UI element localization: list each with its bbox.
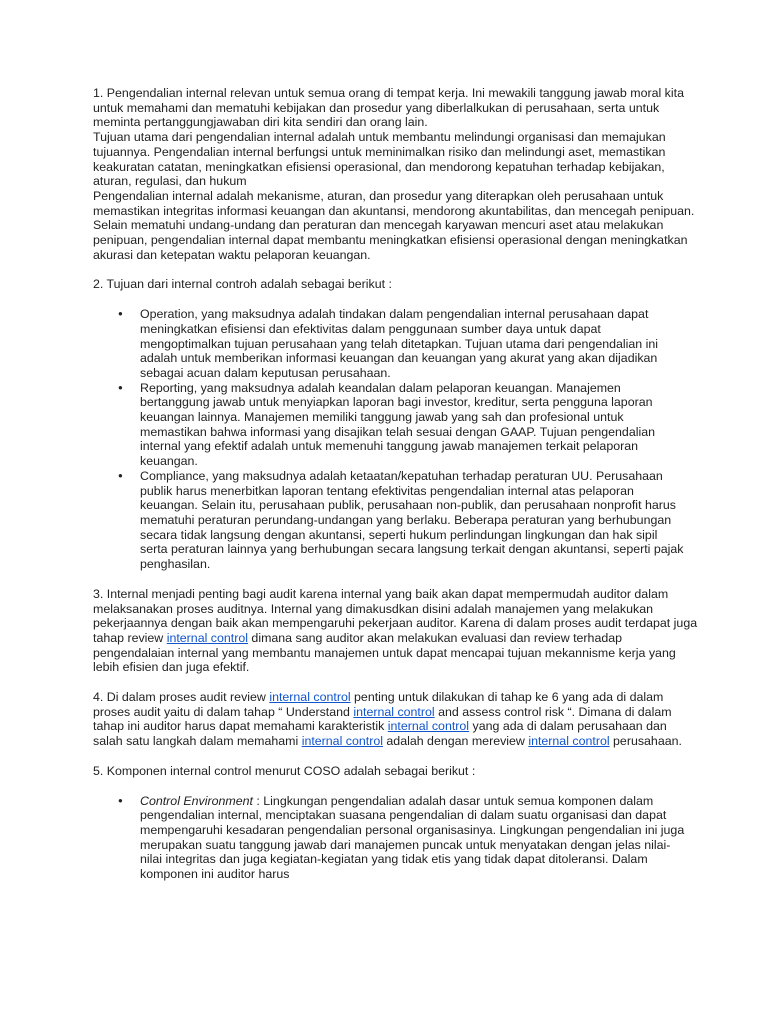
list-item-operation: ● Operation, yang maksudnya adalah tindakan dalam pengendalian internal perusahaan dapat meningkatkan efisiensi dan efektivitas dalam penggunaan sumber daya untuk dapat mengoptimalkan tujuan perusahaan yang telah ditetapkan. Tujuan utama dari pengendalian ini adalah untuk memberikan informasi keuangan dan keuangan yang akurat yang akan dijadikan sebagai acuan dalam keputusan perusahaan. [140, 307, 698, 381]
spacer [93, 262, 698, 277]
spacer [93, 779, 698, 794]
paragraph-4-text-5: adalah dengan mereview [382, 734, 529, 749]
coso-components-list [93, 794, 698, 882]
list-item-control-environment [140, 794, 698, 882]
spacer [93, 749, 698, 764]
paragraph-1-2: Tujuan utama dari pengendalian internal adalah untuk membantu melindungi organisasi dan memajukan tujuannya. Pengendalian internal berfungsi untuk meminimalkan risiko dan melindungi aset, memastikan keakuratan catatan, meningkatkan efisiensi operasional, dan mendorong kepatuhan terhadap kebijakan, aturan, regulasi, dan hukum [93, 130, 666, 189]
section-5-heading: 5. Komponen internal control menurut COSO adalah sebagai berikut : [93, 763, 476, 778]
section-2-heading: 2. Tujuan dari internal controh adalah sebagai berikut : [93, 277, 392, 292]
paragraph-1-3: Pengendalian internal adalah mekanisme, aturan, dan prosedur yang diterapkan oleh perusahaan untuk memastikan integritas informasi keuangan dan akuntansi, mendorong akuntabilitas, dan mencegah penipuan. Selain mematuhi undang-undang dan peraturan dan mencegah karyawan mencuri aset atau melakukan penipuan, pengendalian internal dapat membantu meningkatkan efisiensi operasional dengan meningkatkan akurasi dan ketepatan waktu pelaporan keuangan. [93, 188, 695, 262]
paragraph-4-text-2: penting untuk dilakukan di tahap ke 6 yang ada di dalam proses audit yaitu di dalam tahap “ Understand [93, 690, 664, 719]
spacer [93, 572, 698, 587]
component-description: : Lingkungan pengendalian adalah dasar untuk semua komponen dalam pengendalian internal, menciptakan suasana pengendalian di dalam suatu organisasi dan dapat mempengaruhi kesadaran pengendalian personal organisasinya. Lingkungan pengendalian ini juga merupakan suatu tanggung jawab dari manajemen puncak untuk menyatakan dengan jelas nilai-nilai integritas dan juga kegiatan-kegiatan yang tidak etis yang tidak dapat ditoleransi. Dalam komponen ini auditor harus [140, 793, 685, 882]
internal-control-link[interactable]: internal control [528, 734, 610, 749]
paragraph-3-text-1: 3. Internal menjadi penting bagi audit karena internal yang baik akan dapat mempermudah auditor dalam melaksanakan proses auditnya. Internal yang dimakusdkan disini adalah manajemen yang melakukan pekerjaannya dengan baik akan mempengaruhi pekerjaan auditor. Karena di dalam proses audit terdapat juga tahap review [93, 586, 698, 645]
internal-control-link[interactable]: internal control [166, 630, 248, 645]
internal-control-link[interactable]: internal control [353, 704, 435, 719]
spacer [93, 292, 698, 307]
paragraph-4 [93, 690, 698, 749]
paragraph-3-text-2: dimana sang auditor akan melakukan evaluasi dan review terhadap pengendalaian internal yang membantu manajemen untuk dapat mencapai tujuan mekannisme kerja yang lebih efisien dan juga efektif. [93, 630, 676, 675]
internal-control-link[interactable]: internal control [301, 734, 383, 749]
paragraph-4-text-6: perusahaan. [609, 734, 682, 749]
paragraph-4-text-1: 4. Di dalam proses audit review [93, 690, 270, 705]
spacer [93, 675, 698, 690]
internal-control-link[interactable]: internal control [269, 690, 351, 705]
list-item-compliance: ● Compliance, yang maksudnya adalah ketaatan/kepatuhan terhadap peraturan UU. Perusahaan publik harus menerbitkan laporan tentang efektivitas pengendalian internal atas pelaporan keuangan. Selain itu, perusahaan publik, perusahaan non-publik, dan perusahaan nonprofit harus mematuhi peraturan perundang-undangan yang berlaku. Beberapa peraturan yang berhubungan secara tidak langsung dengan akuntansi, seperti hukum perlindungan lingkungan dan hak sipil serta peraturan lainnya yang berhubungan secara langsung terkait dengan akuntansi, seperti pajak penghasilan. [140, 469, 698, 572]
internal-control-link[interactable]: internal control [387, 719, 470, 734]
paragraph-4-text-3: and assess control risk “. Dimana di dalam tahap ini auditor harus dapat memahami karakteristik [93, 704, 672, 734]
paragraph-4-text-4: yang ada di dalam perusahaan dan salah satu langkah dalam memahami [93, 719, 667, 749]
paragraph-1-1: 1. Pengendalian internal relevan untuk semua orang di tempat kerja. Ini mewakili tanggung jawab moral kita untuk memahami dan mematuhi kebijakan dan prosedur yang diberlalkukan di perusahaan, serta untuk meminta pertanggungjawaban diri kita sendiri dan orang lain. [93, 86, 684, 130]
paragraph-3 [93, 587, 698, 675]
list-item-reporting: ● Reporting, yang maksudnya adalah keandalan dalam pelaporan keuangan. Manajemen bertanggung jawab untuk menyiapkan laporan bagi investor, kreditur, serta pengguna laporan keuangan lainnya. Manajemen memiliki tanggung jawab yang sah dan profesional untuk memastikan bahwa informasi yang disajikan telah sesuai dengan GAAP. Tujuan pengendalian internal yang efektif adalah untuk memenuhi tanggung jawab manajemen terkait pelaporan keuangan. [140, 381, 698, 469]
objectives-list [93, 307, 698, 572]
component-term: Control Environment [140, 793, 253, 808]
